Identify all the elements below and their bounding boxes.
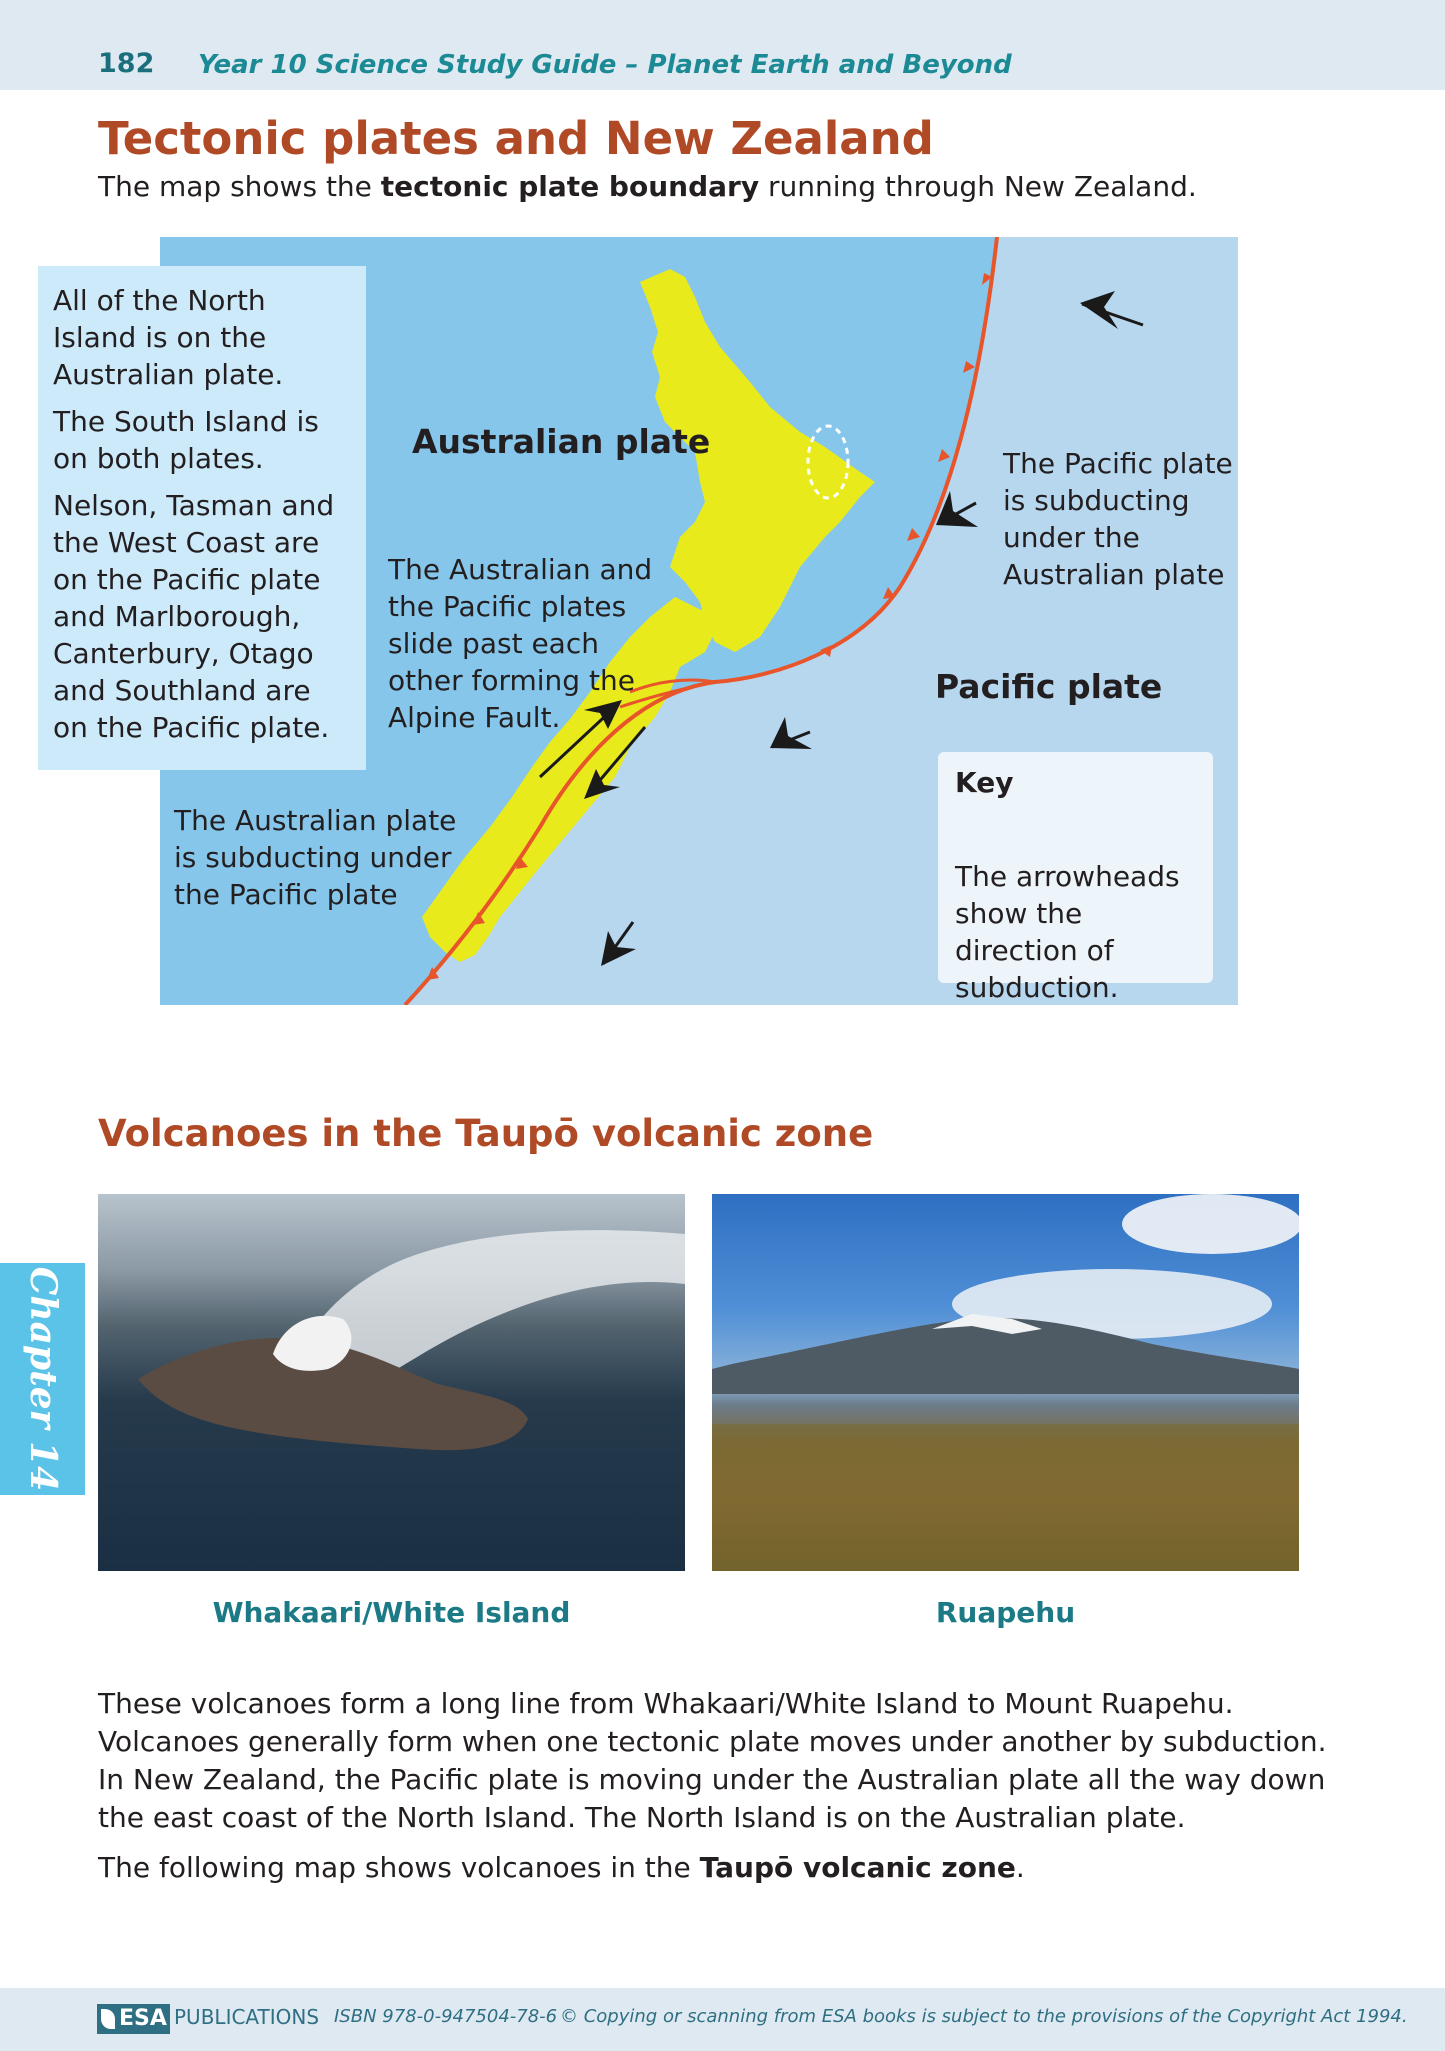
running-title: Year 10 Science Study Guide – Planet Earth and Beyond xyxy=(198,50,1012,80)
isbn: ISBN 978-0-947504-78-6 xyxy=(334,2006,558,2027)
pacific-subducting-label: The Pacific plate is subducting under the Australian plate xyxy=(1003,447,1233,591)
plate-motion-arrow xyxy=(601,922,636,966)
esa-logo-text: ESA xyxy=(119,2006,167,2031)
whakaari-photo-graphic xyxy=(98,1194,685,1571)
australian-plate-label: Australian plate xyxy=(412,422,711,461)
ruapehu-caption: Ruapehu xyxy=(935,1596,1076,1629)
pacific-plate-label: Pacific plate xyxy=(935,667,1163,706)
intro-text xyxy=(98,170,1197,203)
intro-text-part: running through New Zealand. xyxy=(759,170,1197,203)
section-title-volcanoes: Volcanoes in the Taupō volcanic zone xyxy=(98,1112,874,1155)
alpine-fault-label: The Australian and the Pacific plates slide past each other forming the Alpine Fault. xyxy=(388,553,653,734)
plate-motion-arrow xyxy=(1080,291,1143,329)
publisher-name: PUBLICATIONS xyxy=(174,2005,320,2029)
ruapehu-photo xyxy=(712,1194,1299,1571)
volcanoes-body-text xyxy=(98,1685,1348,1899)
ruapehu-photo-graphic xyxy=(712,1194,1299,1571)
whakaari-white-island-photo xyxy=(98,1194,685,1571)
section-title-tectonic-plates: Tectonic plates and New Zealand xyxy=(98,112,934,165)
body-text-part: The following map shows volcanoes in the xyxy=(98,1851,700,1884)
chapter-tab-label: Chapter 14 xyxy=(22,1266,64,1492)
body-text-part: . xyxy=(1015,1851,1025,1884)
esa-leaf-icon xyxy=(101,2009,115,2029)
plate-motion-arrow xyxy=(770,717,812,749)
australian-subducting-label: The Australian plate is subducting under the Pacific plate xyxy=(174,804,457,911)
note-paragraph: Nelson, Tasman and the West Coast are on the Pacific plate and Marlborough, Canterbury, Otago and Southland are on the Pacific plate. xyxy=(53,489,335,744)
page-number: 182 xyxy=(98,48,155,79)
key-text: The arrowheads show the direction of subduction. xyxy=(955,860,1180,1004)
body-paragraph: These volcanoes form a long line from Whakaari/White Island to Mount Ruapehu. Volcanoes generally form when one tectonic plate moves under another by subduction. In New Zealand, the Pacific plate is moving under the Australian plate all the way down the east coast of the North Island. The North Island is on the Australian plate. xyxy=(98,1687,1327,1834)
note-paragraph: All of the North Island is on the Australian plate. xyxy=(53,284,284,391)
body-paragraph xyxy=(98,1849,1348,1887)
map-key xyxy=(938,752,1213,1004)
copyright-notice: © Copying or scanning from ESA books is subject to the provisions of the Copyright Act 1994. xyxy=(560,2006,1408,2027)
esa-logo xyxy=(97,2004,170,2034)
whakaari-caption: Whakaari/White Island xyxy=(212,1596,571,1629)
intro-bold-term: tectonic plate boundary xyxy=(380,170,760,203)
island-plates-note xyxy=(38,266,366,770)
intro-text-part: The map shows the xyxy=(98,170,381,203)
body-bold-term: Taupō volcanic zone xyxy=(699,1851,1016,1884)
note-paragraph: The South Island is on both plates. xyxy=(53,405,319,475)
key-title: Key xyxy=(955,766,1014,799)
